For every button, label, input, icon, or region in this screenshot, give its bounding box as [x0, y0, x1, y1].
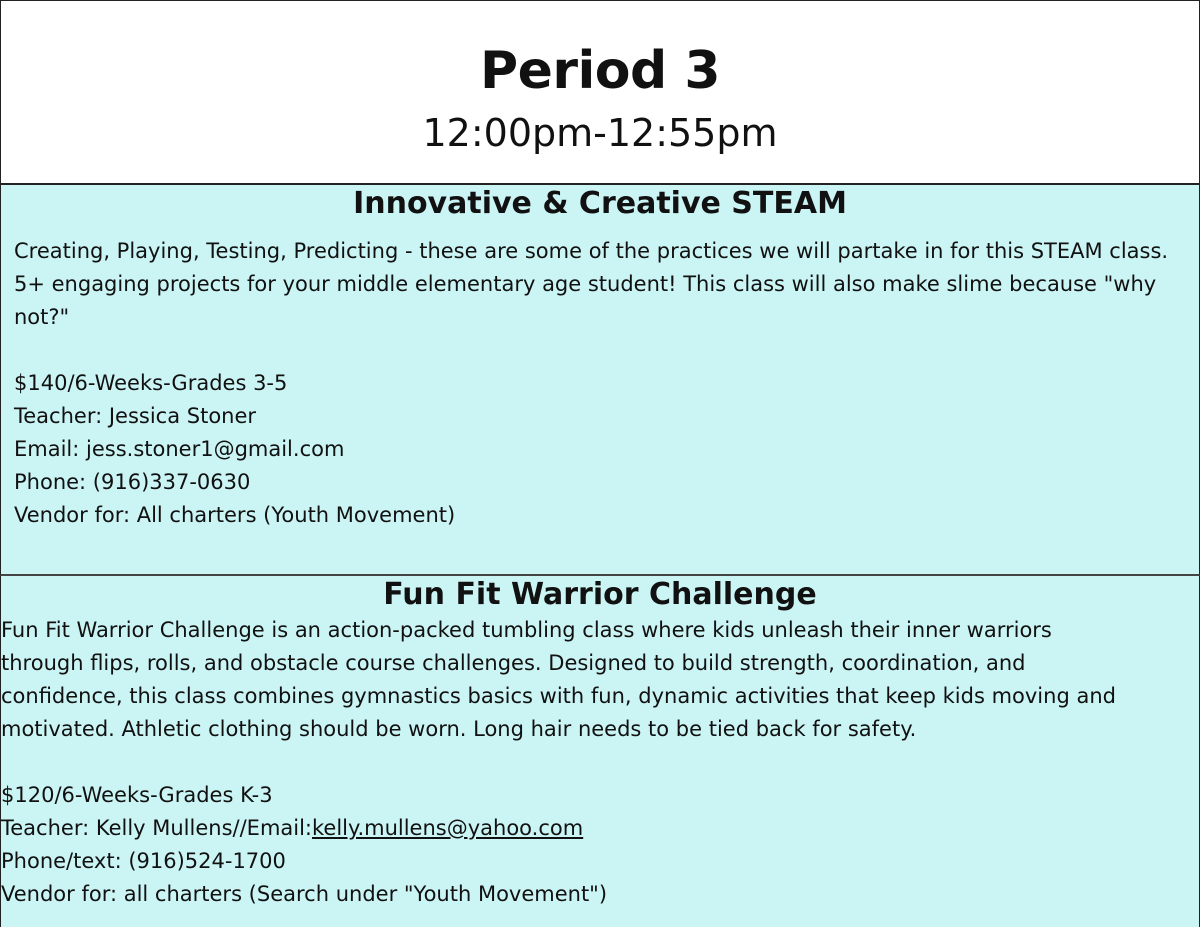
class-vendor: Vendor for: all charters (Search under "Youth Movement") — [1, 882, 608, 906]
class-section-warrior — [0, 576, 1200, 927]
class-body — [1, 614, 1199, 911]
class-email: Email: jess.stoner1@gmail.com — [14, 437, 345, 461]
class-description: Creating, Playing, Testing, Predicting - these are some of the practices we will partake in for this STEAM class. 5+ engaging projects for your middle elementary age student! This class will also make slime because "why not?" — [14, 239, 1169, 329]
class-phone: Phone: (916)337-0630 — [14, 470, 251, 494]
class-description: Fun Fit Warrior Challenge is an action-packed tumbling class where kids unleash their inner warriors through flips, rolls, and obstacle course challenges. Designed to build strength, coordination, and confidence, this class combines gymnastics basics with fun, dynamic activities that keep kids moving and motivated. Athletic clothing should be worn. Long hair needs to be tied back for safety. — [1, 618, 1116, 741]
period-title: Period 3 — [479, 41, 721, 101]
class-phone: Phone/text: (916)524-1700 — [1, 849, 286, 873]
email-link[interactable]: kelly.mullens@yahoo.com — [312, 816, 584, 840]
spacer — [14, 334, 1199, 367]
period-time: 12:00pm-12:55pm — [422, 111, 778, 155]
class-price: $140/6-Weeks-Grades 3-5 — [14, 371, 288, 395]
class-body — [1, 223, 1199, 532]
class-title: Fun Fit Warrior Challenge — [383, 577, 817, 612]
spacer — [1, 746, 1199, 779]
period-header — [0, 0, 1200, 185]
class-title: Innovative & Creative STEAM — [353, 186, 847, 221]
class-teacher: Teacher: Jessica Stoner — [14, 404, 257, 428]
class-vendor: Vendor for: All charters (Youth Movement) — [14, 503, 456, 527]
class-teacher: Teacher: Kelly Mullens//Email: — [1, 816, 313, 840]
class-teacher-email — [1, 812, 1199, 845]
class-section-steam — [0, 185, 1200, 576]
class-price: $120/6-Weeks-Grades K-3 — [1, 783, 273, 807]
